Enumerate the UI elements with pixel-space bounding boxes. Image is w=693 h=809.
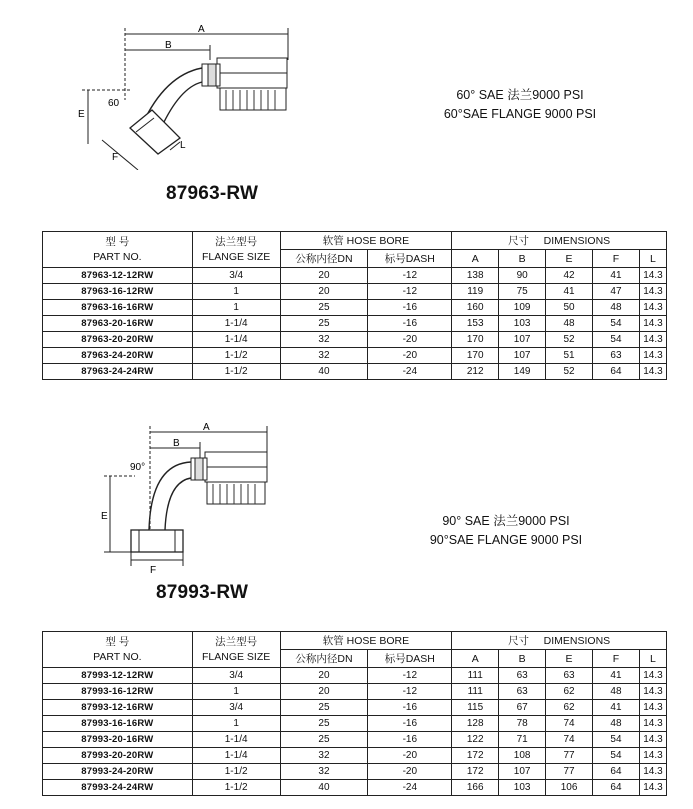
table-cell: 108 — [499, 748, 546, 764]
table-cell: 14.3 — [639, 332, 666, 348]
header-dash: 标号DASH — [368, 250, 452, 268]
header-dn: 公称内径DN — [280, 250, 368, 268]
spec-cn: 60° SAE 法兰9000 PSI — [456, 88, 584, 102]
table-cell: 67 — [499, 700, 546, 716]
table-cell: 107 — [499, 348, 546, 364]
table-cell: 1-1/2 — [192, 348, 280, 364]
header-dn: 公称内径DN — [280, 650, 368, 668]
table-cell: 1-1/4 — [192, 748, 280, 764]
table-row — [43, 716, 667, 732]
table-cell: 14.3 — [639, 268, 666, 284]
header-e: E — [546, 250, 593, 268]
table-cell: 47 — [593, 284, 640, 300]
table-row — [43, 316, 667, 332]
table-row — [43, 364, 667, 380]
table-cell: -24 — [368, 364, 452, 380]
model-title: 87963-RW — [166, 183, 259, 204]
table-row — [43, 732, 667, 748]
table-cell: 40 — [280, 364, 368, 380]
spec-en: 90°SAE FLANGE 9000 PSI — [429, 533, 583, 547]
header-part-no: 型 号 PART NO. — [43, 232, 193, 268]
angle-label: 60 — [108, 98, 120, 109]
table-cell: 64 — [593, 364, 640, 380]
header-b: B — [499, 250, 546, 268]
part-number-cell: 87963-12-12RW — [43, 268, 193, 284]
table-cell: 78 — [499, 716, 546, 732]
table-cell: -20 — [368, 332, 452, 348]
table-cell: 111 — [452, 668, 499, 684]
table-cell: 40 — [280, 780, 368, 796]
table-cell: 63 — [499, 684, 546, 700]
table-cell: -16 — [368, 316, 452, 332]
table-cell: 111 — [452, 684, 499, 700]
table-cell: 103 — [499, 316, 546, 332]
part-number-cell: 87993-16-16RW — [43, 716, 193, 732]
table-cell: 149 — [499, 364, 546, 380]
table-cell: 109 — [499, 300, 546, 316]
table-cell: 20 — [280, 268, 368, 284]
part-number-cell: 87963-24-20RW — [43, 348, 193, 364]
table-cell: -16 — [368, 716, 452, 732]
table-cell: 77 — [546, 748, 593, 764]
part-number-cell: 87993-12-12RW — [43, 668, 193, 684]
header-e: E — [546, 650, 593, 668]
table-cell: 62 — [546, 684, 593, 700]
table-cell: -20 — [368, 348, 452, 364]
table-cell: 25 — [280, 300, 368, 316]
part-number-cell: 87963-24-24RW — [43, 364, 193, 380]
table-cell: 212 — [452, 364, 499, 380]
table-cell: 1-1/4 — [192, 332, 280, 348]
header-flange-size: 法兰型号 FLANGE SIZE — [192, 232, 280, 268]
table-cell: -12 — [368, 668, 452, 684]
dim-e-label: E — [78, 109, 85, 120]
table-cell: 1-1/4 — [192, 732, 280, 748]
table-cell: 14.3 — [639, 668, 666, 684]
table-cell: 14.3 — [639, 748, 666, 764]
table-cell: 172 — [452, 764, 499, 780]
table-cell: 119 — [452, 284, 499, 300]
table-cell: 48 — [593, 300, 640, 316]
dim-f-label: F — [150, 565, 157, 576]
header-hose-bore: 软管 HOSE BORE — [280, 232, 452, 250]
table-cell: 41 — [546, 284, 593, 300]
table-row — [43, 268, 667, 284]
table-cell: 138 — [452, 268, 499, 284]
header-hose-bore: 软管 HOSE BORE — [280, 632, 452, 650]
table-cell: 63 — [593, 348, 640, 364]
parts-table-87963 — [42, 231, 667, 380]
table-cell: 54 — [593, 316, 640, 332]
table-cell: 14.3 — [639, 348, 666, 364]
header-a: A — [452, 250, 499, 268]
part-number-cell: 87963-20-20RW — [43, 332, 193, 348]
spec-text — [440, 86, 600, 124]
table-cell: 122 — [452, 732, 499, 748]
header-f: F — [593, 250, 640, 268]
table-cell: 41 — [593, 268, 640, 284]
spec-cn: 90° SAE 法兰9000 PSI — [442, 514, 570, 528]
table-cell: 160 — [452, 300, 499, 316]
table-cell: 42 — [546, 268, 593, 284]
table-cell: -24 — [368, 780, 452, 796]
table-cell: 14.3 — [639, 300, 666, 316]
table-cell: 62 — [546, 700, 593, 716]
dim-b-label: B — [173, 438, 180, 449]
fitting-diagram-60 — [70, 20, 320, 170]
header-b: B — [499, 650, 546, 668]
table-cell: 14.3 — [639, 780, 666, 796]
table-cell: 32 — [280, 348, 368, 364]
model-title: 87993-RW — [156, 582, 249, 603]
table-cell: 170 — [452, 348, 499, 364]
dim-a-label: A — [198, 24, 205, 35]
table-cell: 170 — [452, 332, 499, 348]
table-cell: 20 — [280, 284, 368, 300]
table-cell: 153 — [452, 316, 499, 332]
table-row — [43, 332, 667, 348]
part-number-cell: 87993-20-20RW — [43, 748, 193, 764]
table-row — [43, 348, 667, 364]
table-cell: -12 — [368, 268, 452, 284]
table-cell: 32 — [280, 332, 368, 348]
table-cell: 3/4 — [192, 268, 280, 284]
table-cell: 63 — [546, 668, 593, 684]
table-cell: 14.3 — [639, 716, 666, 732]
header-f: F — [593, 650, 640, 668]
dim-a-label: A — [203, 422, 210, 433]
part-number-cell: 87963-16-12RW — [43, 284, 193, 300]
table-cell: 106 — [546, 780, 593, 796]
table-cell: 25 — [280, 700, 368, 716]
table-cell: 107 — [499, 764, 546, 780]
table-cell: -12 — [368, 284, 452, 300]
table-cell: 107 — [499, 332, 546, 348]
table-cell: 48 — [546, 316, 593, 332]
table-row — [43, 764, 667, 780]
table-cell: 103 — [499, 780, 546, 796]
part-number-cell: 87993-24-24RW — [43, 780, 193, 796]
table-cell: 64 — [593, 764, 640, 780]
table-cell: 52 — [546, 332, 593, 348]
table-cell: 14.3 — [639, 732, 666, 748]
parts-table-87993 — [42, 631, 667, 796]
part-number-cell: 87993-24-20RW — [43, 764, 193, 780]
table-row — [43, 300, 667, 316]
header-l: L — [639, 250, 666, 268]
table-cell: 25 — [280, 732, 368, 748]
table-cell: -20 — [368, 764, 452, 780]
table-row — [43, 684, 667, 700]
table-cell: 71 — [499, 732, 546, 748]
table-cell: 128 — [452, 716, 499, 732]
spec-text — [424, 512, 588, 550]
table-cell: 90 — [499, 268, 546, 284]
table-cell: 1-1/2 — [192, 764, 280, 780]
table-cell: 32 — [280, 748, 368, 764]
table-cell: 3/4 — [192, 668, 280, 684]
table-cell: 1 — [192, 284, 280, 300]
table-row — [43, 668, 667, 684]
dim-e-label: E — [101, 511, 108, 522]
table-cell: 20 — [280, 668, 368, 684]
table-cell: -20 — [368, 748, 452, 764]
table-cell: 14.3 — [639, 284, 666, 300]
spec-en: 60°SAE FLANGE 9000 PSI — [443, 107, 597, 121]
header-part-no: 型 号 PART NO. — [43, 632, 193, 668]
table-cell: 14.3 — [639, 684, 666, 700]
table-cell: 1 — [192, 300, 280, 316]
table-cell: 52 — [546, 364, 593, 380]
table-cell: 1 — [192, 684, 280, 700]
header-dash: 标号DASH — [368, 650, 452, 668]
header-a: A — [452, 650, 499, 668]
table-cell: 115 — [452, 700, 499, 716]
table-cell: 14.3 — [639, 700, 666, 716]
table-cell: 172 — [452, 748, 499, 764]
table-cell: -16 — [368, 700, 452, 716]
table-cell: 25 — [280, 316, 368, 332]
table-cell: 48 — [593, 684, 640, 700]
table-cell: 1-1/4 — [192, 316, 280, 332]
table-cell: 14.3 — [639, 764, 666, 780]
part-number-cell: 87963-20-16RW — [43, 316, 193, 332]
table-row — [43, 748, 667, 764]
table-cell: 41 — [593, 700, 640, 716]
table-cell: 1-1/2 — [192, 364, 280, 380]
table-cell: 48 — [593, 716, 640, 732]
table-cell: 77 — [546, 764, 593, 780]
table-cell: 14.3 — [639, 364, 666, 380]
table-cell: 74 — [546, 732, 593, 748]
table-cell: 25 — [280, 716, 368, 732]
table-row — [43, 780, 667, 796]
part-number-cell: 87993-12-16RW — [43, 700, 193, 716]
header-dimensions: 尺寸 DIMENSIONS — [452, 632, 667, 650]
dim-f-label: F — [112, 152, 119, 163]
header-flange-size: 法兰型号 FLANGE SIZE — [192, 632, 280, 668]
table-cell: 54 — [593, 748, 640, 764]
dim-l-label: L — [180, 140, 186, 151]
table-cell: 50 — [546, 300, 593, 316]
table-row — [43, 284, 667, 300]
table-row — [43, 700, 667, 716]
table-cell: 54 — [593, 732, 640, 748]
table-cell: 74 — [546, 716, 593, 732]
table-cell: 20 — [280, 684, 368, 700]
table-cell: 63 — [499, 668, 546, 684]
table-cell: 41 — [593, 668, 640, 684]
table-cell: 3/4 — [192, 700, 280, 716]
table-cell: 166 — [452, 780, 499, 796]
part-number-cell: 87963-16-16RW — [43, 300, 193, 316]
header-l: L — [639, 650, 666, 668]
table-cell: 64 — [593, 780, 640, 796]
dim-b-label: B — [165, 40, 172, 51]
table-cell: 54 — [593, 332, 640, 348]
table-cell: 32 — [280, 764, 368, 780]
table-cell: 1 — [192, 716, 280, 732]
angle-label: 90° — [130, 462, 146, 473]
part-number-cell: 87993-16-12RW — [43, 684, 193, 700]
table-cell: 14.3 — [639, 316, 666, 332]
header-dimensions: 尺寸 DIMENSIONS — [452, 232, 667, 250]
table-cell: 75 — [499, 284, 546, 300]
table-cell: -12 — [368, 684, 452, 700]
fitting-diagram-90 — [95, 420, 295, 580]
table-cell: -16 — [368, 300, 452, 316]
table-cell: 51 — [546, 348, 593, 364]
table-cell: 1-1/2 — [192, 780, 280, 796]
part-number-cell: 87993-20-16RW — [43, 732, 193, 748]
table-cell: -16 — [368, 732, 452, 748]
